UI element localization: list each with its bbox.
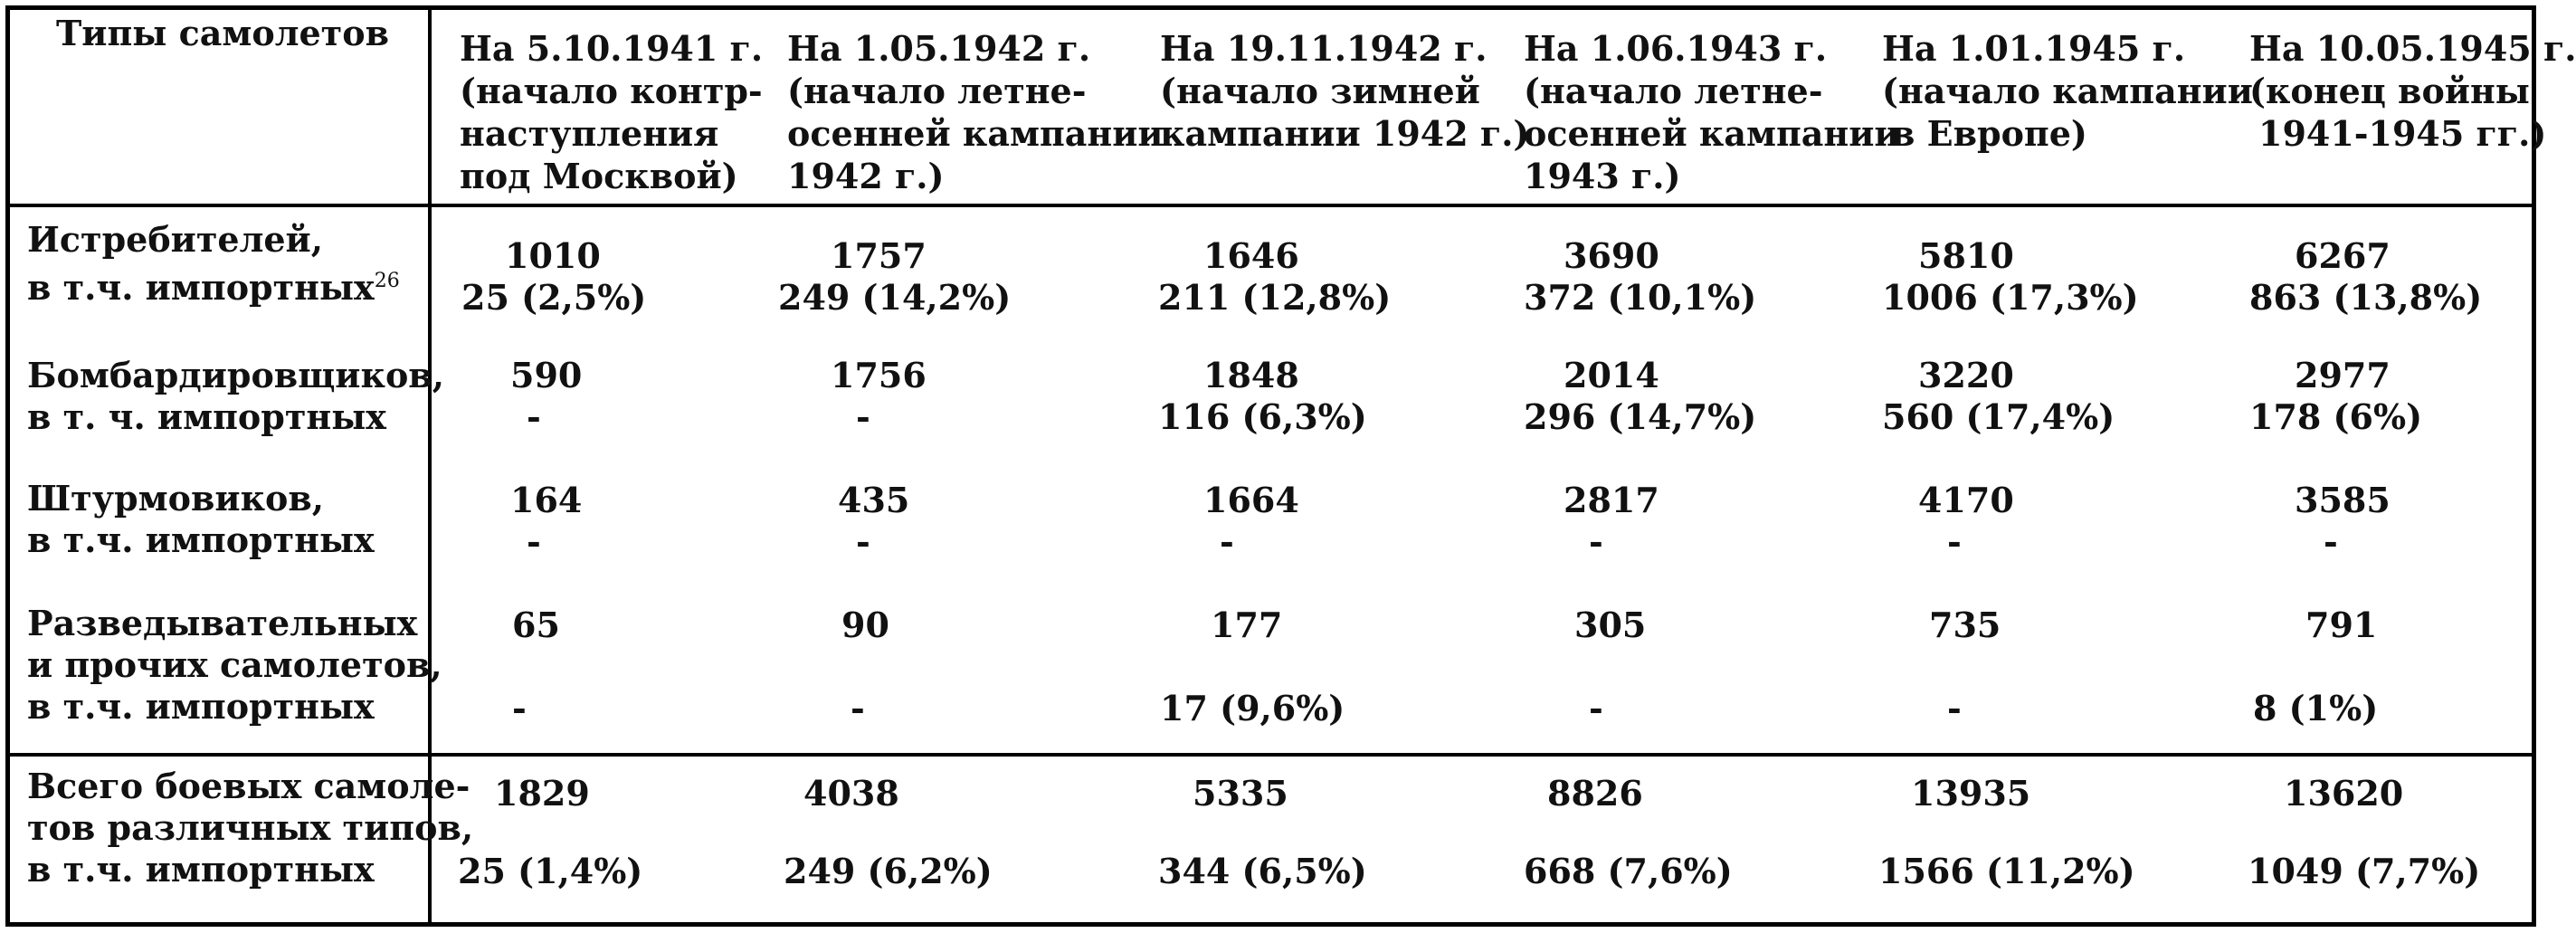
header-line: осенней кампании — [1524, 113, 1900, 154]
row-label: в т.ч. импортных — [27, 849, 375, 890]
cell-value: 2014 — [1564, 355, 1659, 395]
cell-value: 4170 — [1918, 480, 2014, 520]
cell-share: 8 (1%) — [2253, 688, 2379, 728]
header-line: (начало зимней — [1160, 71, 1480, 111]
cell-share: 17 (9,6%) — [1160, 688, 1345, 728]
header-line: На 19.11.1942 г. — [1160, 28, 1488, 69]
cell-value: 2817 — [1564, 480, 1659, 520]
header-line: (начало кампании — [1882, 71, 2253, 111]
total-value: 1829 — [494, 773, 590, 814]
cell-value: 1848 — [1203, 355, 1299, 395]
cell-share: - — [1947, 688, 1962, 728]
header-line: 1941-1945 гг.) — [2258, 113, 2547, 154]
cell-share: - — [856, 396, 870, 437]
cell-value: 1664 — [1203, 480, 1299, 520]
row-label — [27, 261, 400, 309]
header-line: На 1.05.1942 г. — [787, 28, 1091, 69]
cell-share: 1006 (17,3%) — [1882, 277, 2139, 318]
header-line: 1942 г.) — [787, 156, 945, 196]
header-line: На 1.06.1943 г. — [1524, 28, 1828, 69]
cell-share: - — [1220, 521, 1234, 562]
cell-share: - — [512, 688, 527, 728]
row-label: тов различных типов, — [27, 807, 474, 848]
row-label: и прочих самолетов, — [27, 644, 442, 685]
cell-value: 5810 — [1918, 235, 2014, 276]
total-value: 8826 — [1547, 773, 1643, 814]
header-line: осенней кампании — [787, 113, 1164, 154]
total-value: 5335 — [1193, 773, 1288, 814]
header-line: На 10.05.1945 г. — [2249, 28, 2576, 69]
header-line: наступления — [460, 113, 719, 154]
cell-value: 164 — [510, 480, 583, 520]
cell-value: 791 — [2305, 605, 2378, 645]
row-label: Истребителей, — [27, 219, 323, 260]
cell-share: 249 (14,2%) — [778, 277, 1012, 318]
cell-value: 3690 — [1564, 235, 1659, 276]
total-share: 668 (7,6%) — [1524, 851, 1733, 891]
total-value: 13935 — [1911, 773, 2031, 814]
cell-share: - — [527, 396, 541, 437]
header-line: под Москвой) — [460, 156, 738, 196]
cell-share: - — [1589, 521, 1603, 562]
header-line: кампании 1942 г.) — [1160, 113, 1530, 154]
cell-value: 435 — [838, 480, 910, 520]
cell-value: 1646 — [1203, 235, 1299, 276]
cell-share: - — [851, 688, 865, 728]
cell-share: 863 (13,8%) — [2249, 277, 2483, 318]
row-label: Бомбардировщиков, — [27, 355, 444, 395]
header-line: (конец войны — [2249, 71, 2530, 111]
total-share: 344 (6,5%) — [1158, 851, 1367, 891]
total-value: 13620 — [2284, 773, 2404, 814]
cell-value: 65 — [512, 605, 560, 645]
cell-share: - — [2324, 521, 2338, 562]
header-line: (начало контр- — [460, 71, 763, 111]
total-share: 25 (1,4%) — [458, 851, 643, 891]
row-label: в т.ч. импортных — [27, 686, 375, 727]
cell-share: 25 (2,5%) — [461, 277, 647, 318]
cell-value: 1757 — [831, 235, 927, 276]
row-label: Разведывательных — [27, 603, 418, 643]
cell-value: 177 — [1211, 605, 1283, 645]
cell-share: - — [856, 521, 870, 562]
cell-share: 211 (12,8%) — [1158, 277, 1392, 318]
header-line: в Европе) — [1891, 113, 2087, 154]
corner-header: Типы самолетов — [56, 13, 389, 53]
cell-share: - — [1589, 688, 1603, 728]
row-label: Штурмовиков, — [27, 478, 324, 519]
cell-value: 735 — [1929, 605, 2001, 645]
cell-share: 178 (6%) — [2249, 396, 2423, 437]
total-share: 1049 (7,7%) — [2248, 851, 2481, 891]
cell-value: 6267 — [2295, 235, 2391, 276]
cell-value: 3585 — [2295, 480, 2391, 520]
cell-value: 3220 — [1918, 355, 2014, 395]
cell-value: 305 — [1574, 605, 1647, 645]
cell-share: 116 (6,3%) — [1158, 396, 1367, 437]
header-line: (начало летне- — [1524, 71, 1823, 111]
cell-share: 296 (14,7%) — [1524, 396, 1757, 437]
row-label: в т.ч. импортных — [27, 519, 375, 560]
row-label: в т. ч. импортных — [27, 396, 386, 437]
cell-share: 372 (10,1%) — [1524, 277, 1757, 318]
header-line: (начало летне- — [787, 71, 1087, 111]
header-line: На 1.01.1945 г. — [1882, 28, 2186, 69]
header-divider — [10, 204, 2532, 207]
footnote-mark: 26 — [374, 270, 400, 292]
total-divider — [10, 753, 2532, 757]
total-value: 4038 — [803, 773, 899, 814]
cell-value: 1010 — [505, 235, 601, 276]
cell-value: 1756 — [831, 355, 927, 395]
total-share: 1566 (11,2%) — [1878, 851, 2135, 891]
row-label: Всего боевых самоле- — [27, 766, 471, 806]
cell-share: 560 (17,4%) — [1882, 396, 2115, 437]
header-line: 1943 г.) — [1524, 156, 1681, 196]
cell-value: 590 — [510, 355, 583, 395]
total-share: 249 (6,2%) — [784, 851, 993, 891]
cell-share: - — [527, 521, 541, 562]
row-label-text: в т.ч. импортных — [27, 267, 375, 308]
cell-share: - — [1947, 521, 1962, 562]
cell-value: 2977 — [2295, 355, 2391, 395]
cell-value: 90 — [841, 605, 889, 645]
header-line: На 5.10.1941 г. — [460, 28, 764, 69]
